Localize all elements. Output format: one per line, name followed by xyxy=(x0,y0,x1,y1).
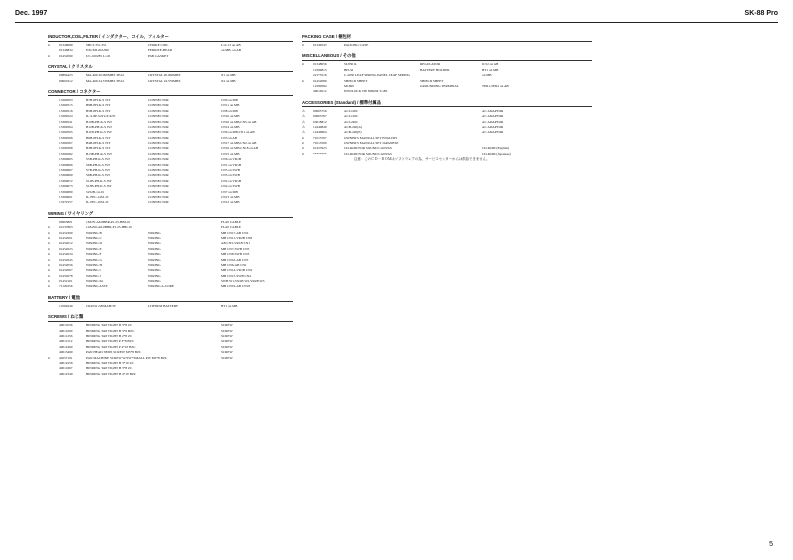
section-title: MISCELLANEOUS / その他 xyxy=(302,53,592,61)
part-number: 13369524 xyxy=(59,114,73,119)
parts-row xyxy=(302,43,592,48)
part-description: MA-406 20.000MHZ TE24 xyxy=(86,73,124,78)
change-mark: # xyxy=(48,355,50,360)
part-number: 12569249 xyxy=(59,303,73,308)
part-location: AC ADAPTOR xyxy=(482,130,504,135)
part-description: OWNER'S MANUAL SET JAPANESE xyxy=(344,141,399,146)
part-number: 13369673 xyxy=(59,184,73,189)
part-description: IL-S-8P-S2T2-E.K35 xyxy=(86,114,116,119)
change-mark: # xyxy=(48,53,50,58)
part-number: 13369665 xyxy=(59,157,73,162)
part-location: on MB, on AB xyxy=(221,48,241,53)
part-location: CN10 on MB xyxy=(221,114,240,119)
part-description: S5B-PH-K-S JST xyxy=(86,157,111,162)
part-location: AC ADAPTOR xyxy=(482,119,504,124)
part-description: B12B-PH-K-S JST xyxy=(86,124,113,129)
part-description: BINDING TAP TIGHT B 3*6 BZC xyxy=(86,328,135,333)
section-title: PACKING CASE / 梱包材 xyxy=(302,34,592,42)
part-location: CN6 on MB,CN1 on AB xyxy=(221,130,255,135)
part-type: CONNECTOR xyxy=(148,151,169,156)
part-description: S12B-PH-K-S JST xyxy=(86,178,112,183)
part-description: B10B-PH-K-S JST xyxy=(86,119,113,124)
change-mark: # xyxy=(48,284,50,289)
part-description: B4B-PH-K-S JST xyxy=(86,141,111,146)
part-type: CONNECTOR xyxy=(148,157,169,162)
part-description: B5B-PH-K-S JST xyxy=(86,108,111,113)
part-location: CN3 on SWB xyxy=(221,173,240,178)
part-number: 01452045 xyxy=(59,257,73,262)
part-type: CONNECTOR xyxy=(148,119,169,124)
change-mark: ⚠ xyxy=(302,114,306,119)
part-location: CN11 on MB xyxy=(221,103,240,108)
part-description: PACKING CASE xyxy=(344,43,369,47)
part-type: CRYSTAL 24.576MHZ xyxy=(148,78,181,83)
part-location: MB CN15-SWB CN4 xyxy=(221,273,251,278)
part-number: 01452056 xyxy=(59,262,73,267)
part-location: SCREW xyxy=(221,334,233,339)
part-number: 03018812 xyxy=(313,119,327,124)
parts-row xyxy=(48,372,293,377)
parts-row xyxy=(48,200,293,205)
part-type: CONNECTOR xyxy=(148,178,169,183)
part-location: IC52 on AB xyxy=(482,62,499,67)
part-location: CN14 on MB xyxy=(221,124,240,129)
change-mark: # xyxy=(48,241,50,246)
part-location: MB CN7-SWB CN5 xyxy=(221,246,250,251)
header-model: SK-88 Pro xyxy=(744,10,778,17)
change-mark: # xyxy=(48,235,50,240)
change-mark: # xyxy=(302,43,304,47)
change-mark: # xyxy=(302,62,304,67)
part-location: CN2 on VR1B xyxy=(221,178,242,183)
part-type: EMI GASKET xyxy=(148,53,169,58)
part-description: C-2030 LEAF SPRING PANEL LEAF SPRING xyxy=(344,73,410,78)
part-number: 40016512 xyxy=(313,89,327,94)
part-type: WIRING A-CORE xyxy=(148,284,174,289)
part-number: 01349545 xyxy=(313,43,327,47)
part-type: CONNECTOR xyxy=(148,146,169,151)
part-description: UC-100285 L=45 xyxy=(86,53,111,58)
part-number: 13369680 xyxy=(59,189,73,194)
change-mark: # xyxy=(48,252,50,257)
parts-row xyxy=(48,304,293,309)
part-location: CN3 on AB xyxy=(221,135,238,140)
part-number: 13369566 xyxy=(59,135,73,140)
part-type: SHIELD SHEET xyxy=(420,78,444,83)
parts-list-right-column xyxy=(302,34,592,163)
part-type: CONNECTOR xyxy=(148,108,169,113)
part-type: CONNECTOR xyxy=(148,141,169,146)
part-location: MB CN14-VR1B CN2 xyxy=(221,268,253,273)
part-number: 71013590 xyxy=(313,141,327,146)
part-location: MB CN17-AB CN2 xyxy=(221,230,249,235)
part-description: 5232B-14-01 xyxy=(86,189,105,194)
part-location: CN9 on MB xyxy=(221,97,238,102)
part-description: WIRING F xyxy=(86,252,102,257)
part-description: B11B-PH-K-S JST xyxy=(86,130,112,135)
part-location: CN1 on VR1B xyxy=(221,162,242,167)
part-location: X2 on MB xyxy=(221,78,236,83)
part-type: WIRING xyxy=(148,252,161,257)
part-location: CD-ROM (English) xyxy=(482,146,510,151)
part-type: WIRING xyxy=(148,257,161,262)
part-number: 13369516 xyxy=(59,108,73,113)
header-date: Dec. 1997 xyxy=(15,10,48,17)
part-location: SCREW xyxy=(221,344,233,349)
change-mark: ⚠ xyxy=(302,108,306,113)
part-number: 13369564 xyxy=(59,124,73,129)
part-number: 01346834 xyxy=(59,48,73,53)
part-location: SCREW xyxy=(221,339,233,344)
part-number: 01452090 xyxy=(59,53,73,58)
change-mark: # xyxy=(48,279,50,284)
part-location: TER1,TER2 on AB xyxy=(482,83,509,88)
part-description: B9B-PH-K-S JST xyxy=(86,103,111,108)
part-description: BINDING TAP TIGHT B 4*10 BZC xyxy=(86,371,137,376)
part-location: BT1 on MB xyxy=(482,67,499,72)
change-mark: # xyxy=(48,225,50,230)
part-description: S13B-PH-K-S JST xyxy=(86,184,112,189)
part-location: SWB W1,VR1B W2,VR2B W3 xyxy=(221,279,265,284)
parts-list-left-column xyxy=(48,34,293,377)
part-number: 00905801 xyxy=(59,219,73,224)
page-number: 5 xyxy=(769,541,773,548)
part-description: CD-ROM FOR SOUND CANVAS xyxy=(344,151,392,156)
part-type: CONNECTOR xyxy=(148,189,169,194)
part-location: CN5 on SWB xyxy=(221,168,240,173)
part-description: BINDING TAP TIGHT P 4*10 BZC xyxy=(86,344,136,349)
part-description: B13B-PH-K-S JST xyxy=(86,151,113,156)
part-description: PAN MACHINE SCREW W/SW+SMALL PW M3*8 BZC xyxy=(86,355,168,360)
part-location: SCREW xyxy=(221,323,233,328)
part-description: M1699 xyxy=(344,83,354,88)
part-number: 13369582 xyxy=(59,151,73,156)
part-description: WIRING H xyxy=(86,262,102,267)
part-number: 00905767 xyxy=(313,114,327,119)
part-location: CN6 on VR1B xyxy=(221,157,242,162)
part-description: BINDING TAP TIGHT P 3*8 BZC xyxy=(86,339,134,344)
part-number: 13369503 xyxy=(59,97,73,102)
part-number: 13369901 xyxy=(59,194,73,199)
part-location: AB CN3-VR1B CN1 xyxy=(221,241,251,246)
part-description: BINDING TAP TIGHT B 2*8 ZC xyxy=(86,334,133,339)
part-description: SBC3-331-351 xyxy=(86,43,107,47)
part-number: 13369515 xyxy=(59,103,73,108)
part-location: CN8 on MB xyxy=(221,108,238,113)
part-number: 40013490 xyxy=(59,350,73,355)
part-description: BINDING TAP TIGHT B 3*10 ZC xyxy=(86,360,134,365)
part-location: on MB xyxy=(482,73,492,78)
part-description: ACB-240(E) xyxy=(344,130,362,135)
part-number: 40011090 xyxy=(59,328,73,333)
parts-row xyxy=(48,79,293,84)
part-number: 13369669 xyxy=(59,173,73,178)
part-number: 01452034 xyxy=(59,252,73,257)
change-mark: # xyxy=(48,230,50,235)
part-description: S9B-PH-K-S JST xyxy=(86,173,111,178)
part-type: CONNECTOR xyxy=(148,130,169,135)
part-description: IL-FPC-14SL-N xyxy=(86,194,109,199)
part-type: CONNECTOR xyxy=(148,124,169,129)
part-description: ACI-100C xyxy=(344,108,359,113)
change-mark: # xyxy=(302,151,304,156)
part-description: CR2032 220MAH/3V xyxy=(86,303,117,308)
change-mark: # xyxy=(48,43,50,47)
part-description: IL-FPC-16SL-N xyxy=(86,200,109,205)
part-number: 12449849 xyxy=(313,124,327,129)
part-location: MB CN11-VR2B CN6 xyxy=(221,235,253,240)
part-number: 12449964 xyxy=(313,130,327,135)
part-location: AC ADAPTOR xyxy=(482,108,504,113)
part-description: MA-406 24.576MHZ TE24 xyxy=(86,78,124,83)
part-type: CONNECTOR xyxy=(148,114,169,119)
part-description: SI-8501L xyxy=(344,62,357,67)
part-description: WIRING I xyxy=(86,268,101,273)
part-type: CONNECTOR xyxy=(148,97,169,102)
part-number: 01452101 xyxy=(59,279,73,284)
section-title: WIRING / ワイヤリング xyxy=(48,211,293,219)
part-type: CONNECTOR xyxy=(148,200,169,205)
part-description: S7B-PH-K-S JST xyxy=(86,168,111,173)
parts-row xyxy=(302,152,592,157)
part-number: 40257191 xyxy=(59,355,73,360)
change-mark: # xyxy=(302,146,304,151)
part-number: 40012490 xyxy=(59,344,73,349)
part-number: 12399815 xyxy=(313,67,327,72)
part-type: CRYSTAL 20.000MHZ xyxy=(148,73,181,78)
part-location: AC ADAPTOR xyxy=(482,114,504,119)
part-description: B6B-PH-K-S JST xyxy=(86,135,111,140)
part-description: WIRING K1 xyxy=(86,279,104,284)
part-description: B3B-PH-K-S JST xyxy=(86,146,111,151)
part-description: BINDING TAP TIGHT B 3*8 ZC xyxy=(86,323,133,328)
part-type: REGULATOR xyxy=(420,62,441,67)
part-description: B7B-PH-K-S JST xyxy=(86,97,111,102)
parts-row xyxy=(48,54,293,59)
part-location: CN15 on MB xyxy=(221,151,240,156)
part-number: 01348056 xyxy=(313,62,327,67)
section-title: INDUCTOR,COIL,FILTER / インダクター、コイル、フィルター xyxy=(48,34,293,42)
part-type: CONNECTOR xyxy=(148,173,169,178)
part-description: WIRING G xyxy=(86,257,102,262)
part-description: ACI-240C xyxy=(344,119,359,124)
part-number: 00905756 xyxy=(313,108,327,113)
part-type: LITHIUM BATTERY xyxy=(148,303,179,308)
part-type: CONNECTOR xyxy=(148,184,169,189)
part-location: MB CN16-AB CN5 xyxy=(221,257,249,262)
part-type: CONNECTOR xyxy=(148,135,169,140)
part-description: ACB-240(A) xyxy=(344,124,362,129)
part-number: 13369667 xyxy=(59,168,73,173)
part-description: BINDING TAP TIGHT B 3*8 ZC xyxy=(86,366,133,371)
part-description: PAN HEAD SEMS SCREW M3*8 BZC xyxy=(86,350,142,355)
part-number: 40012349 xyxy=(59,371,73,376)
part-number: 40012256 xyxy=(59,360,73,365)
part-location: MB CN8-SWB CN3 xyxy=(221,252,250,257)
part-number: 01452001 xyxy=(59,235,73,240)
change-mark: ⚠ xyxy=(302,130,306,135)
part-type: WIRING xyxy=(148,262,161,267)
part-type: BATTERY HOLDER xyxy=(420,67,450,72)
part-number: 01452089 xyxy=(313,78,327,83)
change-mark: # xyxy=(302,78,304,83)
part-number: 71120256 xyxy=(59,284,73,289)
part-type: CHOKE COIL xyxy=(148,43,169,47)
part-location: MB CN6-AB CN1 xyxy=(221,262,247,267)
section-title: ACCESSORIES (Standard) / 標準付属品 xyxy=(302,100,592,108)
part-type: WIRING xyxy=(148,268,161,273)
change-mark: ⚠ xyxy=(302,124,306,129)
part-description: 14X250-A6.0BBR-P1.25-HBL10 xyxy=(86,225,132,230)
part-type: WIRING xyxy=(148,241,161,246)
part-number: 71013767 xyxy=(313,135,327,140)
part-description: WIRING D xyxy=(86,241,102,246)
part-location: L12-13 on AB xyxy=(221,43,241,47)
part-description: SHIELD SHEET xyxy=(344,78,368,83)
part-location: X1 on MB xyxy=(221,73,236,78)
part-type: CONNECTOR xyxy=(148,103,169,108)
change-mark: # xyxy=(48,246,50,251)
part-location: BT1 on MB xyxy=(221,303,238,308)
change-mark: # xyxy=(48,262,50,267)
part-description: 16X70-A6.0BBR-P1.25-HBL10 xyxy=(86,219,131,224)
change-mark: # xyxy=(48,268,50,273)
section-title: CRYSTAL / クリスタル xyxy=(48,64,293,72)
part-number: 01452067 xyxy=(59,268,73,273)
part-description: BH-32 xyxy=(344,67,354,72)
cd-rom-note: 注意：このＣＤ－ＲＯＭはソフトウェアの為、サービスセンターからは供給できません。 xyxy=(354,157,490,162)
part-description: S6B-PH-K-S JST xyxy=(86,162,111,167)
parts-row xyxy=(302,89,592,94)
part-location: CN17 on MB,CN2 on AB xyxy=(221,141,257,146)
part-type: WIRING xyxy=(148,246,161,251)
part-location: SCREW xyxy=(221,328,233,333)
part-number: 01237863 xyxy=(59,225,73,230)
page-header xyxy=(15,10,778,23)
section-title: CONNECTOR / コネクター xyxy=(48,89,293,97)
part-number: 01452078 xyxy=(59,273,73,278)
part-type: WIRING xyxy=(148,230,161,235)
part-location: FLAT CABLE xyxy=(221,225,241,230)
part-number: 13369666 xyxy=(59,162,73,167)
part-number: 13379157 xyxy=(59,200,73,205)
part-number: 40011667 xyxy=(59,366,73,371)
part-description: INSULOCK TIE 80M/M T-18S xyxy=(344,89,388,94)
part-type: CONNECTOR xyxy=(148,194,169,199)
part-number: 01346089 xyxy=(59,43,73,47)
part-number: 12399584 xyxy=(313,83,327,88)
part-description: WIRING C xyxy=(86,235,102,240)
part-location: CN19 on MB,CN18 on AB xyxy=(221,146,259,151)
parts-row xyxy=(48,284,293,289)
part-description: OWNER'S MANUAL SET ENGLISH xyxy=(344,135,397,140)
part-location: CN7 on MB xyxy=(221,189,238,194)
change-mark: ⚠ xyxy=(302,119,306,124)
part-type: CONNECTOR xyxy=(148,168,169,173)
part-location: AC ADAPTOR xyxy=(482,124,504,129)
change-mark: # xyxy=(48,273,50,278)
part-number: 00894423 xyxy=(59,73,73,78)
part-number: 01457623 xyxy=(313,146,327,151)
part-number: 01452012 xyxy=(59,241,73,246)
part-number: 01451990 xyxy=(59,230,73,235)
part-type: GROUNDING TERMINAL xyxy=(420,83,459,88)
part-description: WIRING J xyxy=(86,273,101,278)
part-description: CD-ROM FOR SOUND CANVAS xyxy=(344,146,392,151)
part-type: WIRING xyxy=(148,279,161,284)
part-location: MB CN19-AB CN18 xyxy=(221,284,251,289)
part-location: CN12 on MB xyxy=(221,200,240,205)
part-location: CN16 on MB,CN5 on AB xyxy=(221,119,257,124)
part-number: 40011256 xyxy=(59,334,73,339)
part-number: 22175516 xyxy=(313,73,327,78)
part-location: CN13 on MB xyxy=(221,194,240,199)
part-number: 40011056 xyxy=(59,323,73,328)
part-type: WIRING xyxy=(148,235,161,240)
part-number: 13369568 xyxy=(59,146,73,151)
part-number: 00901912 xyxy=(59,78,73,83)
part-number: 13369541 xyxy=(59,119,73,124)
part-location: FLAT CABLE xyxy=(221,219,241,224)
part-type: CONNECTOR xyxy=(148,162,169,167)
change-mark: # xyxy=(302,141,304,146)
part-number: 01452023 xyxy=(59,246,73,251)
part-number: 13369565 xyxy=(59,130,73,135)
part-description: WIRING ASSY xyxy=(86,284,108,289)
part-description: WIRING B xyxy=(86,230,102,235)
part-number: 40011512 xyxy=(59,339,73,344)
part-location: CN4 on SWB xyxy=(221,184,240,189)
part-description: ACI-120C xyxy=(344,114,359,119)
part-description: EXCML20A390 xyxy=(86,48,109,53)
part-description: WIRING E xyxy=(86,246,102,251)
part-location: SCREW xyxy=(221,355,233,360)
part-location: SCREW xyxy=(221,350,233,355)
part-number: ******** xyxy=(313,151,327,156)
part-number: 13369672 xyxy=(59,178,73,183)
part-type: FERRITE-BEAD xyxy=(148,48,173,53)
section-title: BATTERY / 電池 xyxy=(48,295,293,303)
section-title: SCREWS / ねじ類 xyxy=(48,314,293,322)
part-type: WIRING xyxy=(148,273,161,278)
change-mark: # xyxy=(48,257,50,262)
change-mark: # xyxy=(302,135,304,140)
part-number: 13369567 xyxy=(59,141,73,146)
part-location: CD-ROM (Japanese) xyxy=(482,151,511,156)
